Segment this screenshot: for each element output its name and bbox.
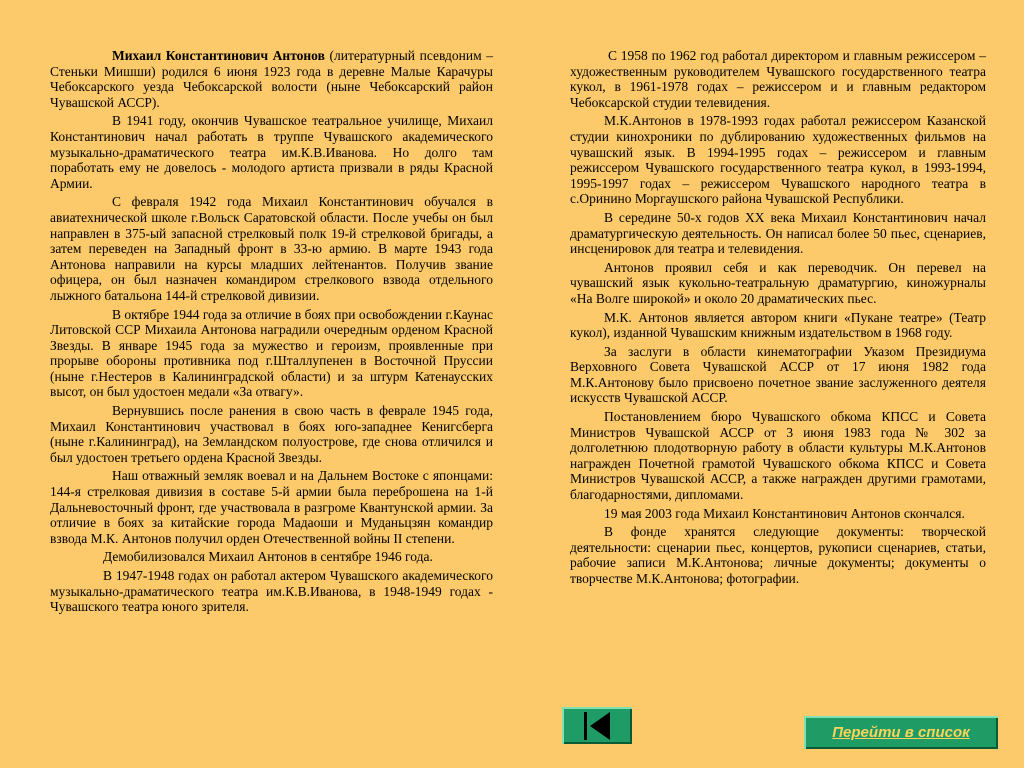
paragraph: За заслуги в области кинематографии Указом Президиума Верховного Совета Чувашской АССР от 17 июня 1982 года М.К.Антонову было присвоено почетное звание заслуженного деятеля искусств Чувашской АССР. <box>570 343 986 406</box>
skip-to-start-icon <box>579 710 615 742</box>
person-name: Михаил Константинович Антонов <box>112 48 325 63</box>
go-to-list-label[interactable]: Перейти в список <box>832 724 970 741</box>
back-button[interactable] <box>562 707 632 744</box>
paragraph: Наш отважный земляк воевал и на Дальнем Востоке с японцами: 144-я стрелковая дивизия в составе 5-й армии была переброшена на 1-й Дальневосточный фронт, где участвовала в разгроме Квантунской армии. За отличие в боях за китайские города Мадаоши и Муданьцзян командир взвода М.К. Антонов получил орден Отечественной войны II степени. <box>50 468 493 546</box>
biography-right-column <box>570 48 986 590</box>
paragraph: Постановлением бюро Чувашского обкома КПСС и Совета Министров Чувашской АССР от 3 июня 1983 года № 302 за долголетнюю плодотворную работу в области культуры М.К.Антонов награжден Почетной грамотой Чувашского обкома КПСС и Совета Министров Чувашской АССР, а также награжден другими грамотами, благодарностями, дипломами. <box>570 409 986 503</box>
go-to-list-link[interactable] <box>804 716 998 749</box>
paragraph: С февраля 1942 года Михаил Константинович обучался в авиатехнической школе г.Вольск Саратовской области. После учебы он был направлен в 375-ый запасной стрелковый полк 19-й стрелковой бригады, а затем переведен на Западный фронт в 33-ю армию. В марте 1943 года Антонова направили на курсы младших лейтенантов. Получив звание офицера, он был назначен командиром стрелкового взвода отдельного лыжного батальона 144-й стрелковой дивизии. <box>50 194 493 303</box>
paragraph: Антонов проявил себя и как переводчик. Он перевел на чувашский язык кукольно-театральную драматургию, киножурналы «На Волге широкой» и около 20 драматических пьес. <box>570 259 986 306</box>
paragraph: В 1947-1948 годах он работал актером Чувашского академического музыкально-драматического театра им.К.В.Иванова, в 1948-1949 годах - Чувашского театра юного зрителя. <box>50 568 493 615</box>
paragraph: Вернувшись после ранения в свою часть в феврале 1945 года, Михаил Константинович участвовал в боях юго-западнее Кенигсберга (ныне г.Калининград), на Земландском полуострове, где снова отличился и был удостоен третьего ордена Красной Звезды. <box>50 403 493 465</box>
paragraph: 19 мая 2003 года Михаил Константинович Антонов скончался. <box>604 505 965 521</box>
paragraph: В 1941 году, окончив Чувашское театральное училище, Михаил Константинович начал работать в труппе Чувашского академического музыкально-драматического театра им.К.В.Иванова. Но долго там поработать ему не довелось - молодого артиста призвали в ряды Красной Армии. <box>50 113 493 191</box>
paragraph: М.К. Антонов является автором книги «Пукане театре» (Театр кукол), изданной Чувашским книжным издательством в 1968 году. <box>570 309 986 341</box>
paragraph: С 1958 по 1962 год работал директором и главным режиссером – художественным руководителем Чувашского государственного театра кукол, в 1961-1978 годах – режиссером и и главным редактором Чебоксарской студии телевидения. <box>570 48 986 110</box>
paragraph: М.К.Антонов в 1978-1993 годах работал режиссером Казанской студии кинохроники по дублированию художественных фильмов на чувашский язык. В 1994-1995 годах – режиссером и главным режиссером Чувашского государственного театра кукол, в 1993-1994, 1995-1997 годах – режиссером Чувашского народного театра в с.Оринино Моргаушского района Чувашской Республики. <box>570 113 986 207</box>
paragraph <box>50 48 493 110</box>
paragraph: В октябре 1944 года за отличие в боях при освобождении г.Каунас Литовской ССР Михаила Антонова наградили очередным орденом Красной Звезды. В январе 1945 года за мужество и героизм, проявленные при прорыве обороны противника под г.Шталлупенен в Восточной Пруссии (ныне г.Нестеров в Калининградской области) и за штурм Катенаусских высот, он был удостоен медали «За отвагу». <box>50 306 493 400</box>
paragraph: В фонде хранятся следующие документы: творческой деятельности: сценарии пьес, концертов, рукописи сценариев, статьи, рабочие записи М.К.Антонова; личные документы; документы о творчестве М.К.Антонова; фотографии. <box>570 524 986 586</box>
paragraph: В середине 50-х годов XX века Михаил Константинович начал драматургическую деятельность. Он написал более 50 пьес, сценариев, инсценировок для театра и телевидения. <box>570 209 986 257</box>
paragraph-text: (литературный псевдоним – Стеньки Мишши) родился 6 июня 1923 года в деревне Малые Карачуры Чебоксарского уезда Чебоксарской волости (ныне Чебоксарский район Чувашской АССР). <box>50 48 493 110</box>
paragraph: Демобилизовался Михаил Антонов в сентябре 1946 года. <box>103 549 433 565</box>
biography-left-column <box>50 48 493 618</box>
